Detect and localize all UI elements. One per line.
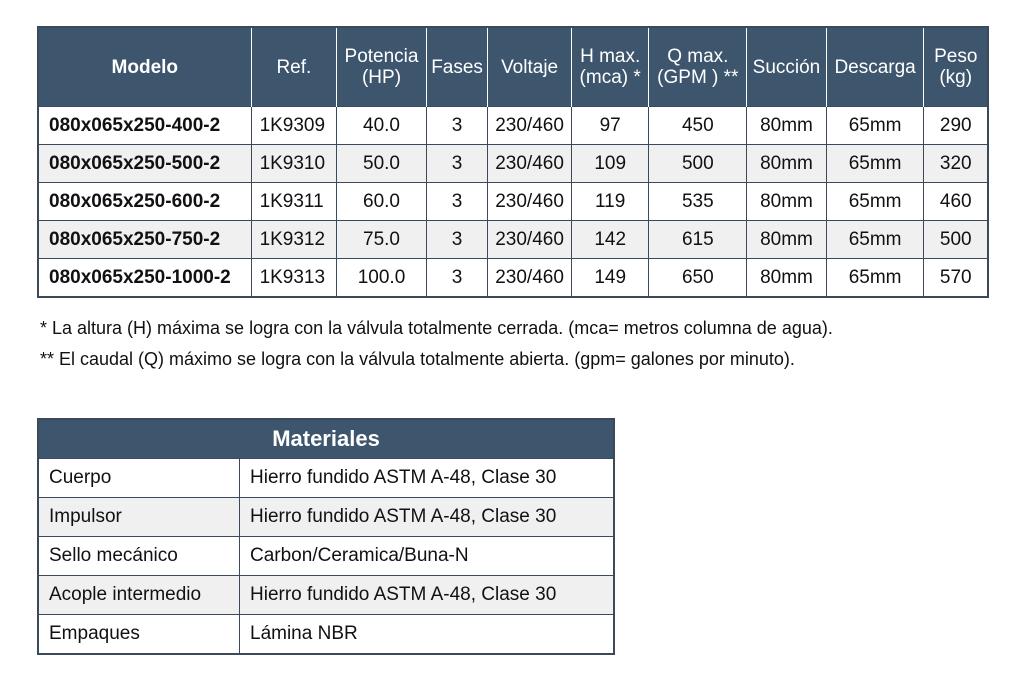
cell-peso: 290	[924, 107, 988, 145]
materials-header-row	[38, 419, 614, 459]
cell-potencia: 50.0	[337, 145, 427, 183]
cell-modelo: 080x065x250-1000-2	[38, 259, 251, 298]
cell-hmax: 142	[571, 221, 649, 259]
cell-hmax: 119	[571, 183, 649, 221]
cell-descarga: 65mm	[826, 183, 924, 221]
cell-voltaje: 230/460	[488, 107, 572, 145]
cell-succion: 80mm	[747, 145, 827, 183]
cell-descarga: 65mm	[826, 145, 924, 183]
header-hmax	[571, 27, 649, 107]
header-fases: Fases	[426, 27, 487, 107]
header-voltaje: Voltaje	[488, 27, 572, 107]
materials-table	[37, 418, 615, 655]
material-part: Cuerpo	[38, 459, 240, 498]
header-peso-line1: Peso	[934, 46, 978, 67]
cell-qmax: 615	[649, 221, 747, 259]
materials-row	[38, 615, 614, 655]
cell-potencia: 100.0	[337, 259, 427, 298]
spec-row	[38, 107, 988, 145]
spec-row	[38, 145, 988, 183]
cell-voltaje: 230/460	[488, 183, 572, 221]
cell-peso: 320	[924, 145, 988, 183]
spec-row	[38, 183, 988, 221]
header-hmax-line1: H max.	[580, 46, 641, 67]
material-part: Acople intermedio	[38, 576, 240, 615]
materials-row	[38, 537, 614, 576]
header-potencia	[337, 27, 427, 107]
cell-descarga: 65mm	[826, 221, 924, 259]
material-part: Impulsor	[38, 498, 240, 537]
materials-row	[38, 459, 614, 498]
spec-row	[38, 259, 988, 298]
material-value: Hierro fundido ASTM A-48, Clase 30	[240, 498, 615, 537]
header-hmax-line2: (mca) *	[579, 67, 641, 88]
cell-succion: 80mm	[747, 259, 827, 298]
material-part: Empaques	[38, 615, 240, 655]
header-potencia-line1: Potencia	[344, 46, 419, 67]
header-peso	[924, 27, 988, 107]
cell-potencia: 40.0	[337, 107, 427, 145]
cell-peso: 460	[924, 183, 988, 221]
cell-ref: 1K9311	[251, 183, 337, 221]
materials-row	[38, 576, 614, 615]
cell-ref: 1K9312	[251, 221, 337, 259]
header-ref: Ref.	[251, 27, 337, 107]
cell-potencia: 60.0	[337, 183, 427, 221]
cell-ref: 1K9310	[251, 145, 337, 183]
cell-qmax: 450	[649, 107, 747, 145]
cell-ref: 1K9309	[251, 107, 337, 145]
cell-succion: 80mm	[747, 221, 827, 259]
cell-hmax: 97	[571, 107, 649, 145]
cell-hmax: 109	[571, 145, 649, 183]
cell-hmax: 149	[571, 259, 649, 298]
header-qmax	[649, 27, 747, 107]
header-potencia-line2: (HP)	[361, 67, 402, 88]
header-peso-line2: (kg)	[939, 67, 973, 88]
cell-descarga: 65mm	[826, 259, 924, 298]
cell-fases: 3	[426, 183, 487, 221]
header-qmax-line1: Q max.	[667, 46, 729, 67]
cell-fases: 3	[426, 259, 487, 298]
cell-potencia: 75.0	[337, 221, 427, 259]
cell-fases: 3	[426, 221, 487, 259]
cell-descarga: 65mm	[826, 107, 924, 145]
material-value: Hierro fundido ASTM A-48, Clase 30	[240, 576, 615, 615]
spec-header-row	[38, 27, 988, 107]
cell-qmax: 500	[649, 145, 747, 183]
material-value: Hierro fundido ASTM A-48, Clase 30	[240, 459, 615, 498]
footnote-hmax: * La altura (H) máxima se logra con la válvula totalmente cerrada. (mca= metros columna de agua).	[40, 318, 833, 338]
cell-succion: 80mm	[747, 183, 827, 221]
header-qmax-line2: (GPM ) **	[657, 67, 739, 88]
material-part: Sello mecánico	[38, 537, 240, 576]
cell-ref: 1K9313	[251, 259, 337, 298]
materials-row	[38, 498, 614, 537]
cell-succion: 80mm	[747, 107, 827, 145]
spec-table	[37, 26, 989, 298]
cell-modelo: 080x065x250-400-2	[38, 107, 251, 145]
footnote-qmax: ** El caudal (Q) máximo se logra con la válvula totalmente abierta. (gpm= galones por minuto).	[40, 349, 795, 369]
cell-modelo: 080x065x250-600-2	[38, 183, 251, 221]
material-value: Lámina NBR	[240, 615, 615, 655]
spec-row	[38, 221, 988, 259]
header-modelo: Modelo	[38, 27, 251, 107]
material-value: Carbon/Ceramica/Buna-N	[240, 537, 615, 576]
cell-voltaje: 230/460	[488, 221, 572, 259]
header-descarga: Descarga	[826, 27, 924, 107]
cell-fases: 3	[426, 145, 487, 183]
cell-modelo: 080x065x250-500-2	[38, 145, 251, 183]
materials-title: Materiales	[38, 419, 614, 459]
cell-fases: 3	[426, 107, 487, 145]
cell-peso: 570	[924, 259, 988, 298]
header-succion: Succión	[747, 27, 827, 107]
cell-voltaje: 230/460	[488, 145, 572, 183]
cell-qmax: 650	[649, 259, 747, 298]
cell-voltaje: 230/460	[488, 259, 572, 298]
cell-modelo: 080x065x250-750-2	[38, 221, 251, 259]
cell-peso: 500	[924, 221, 988, 259]
cell-qmax: 535	[649, 183, 747, 221]
